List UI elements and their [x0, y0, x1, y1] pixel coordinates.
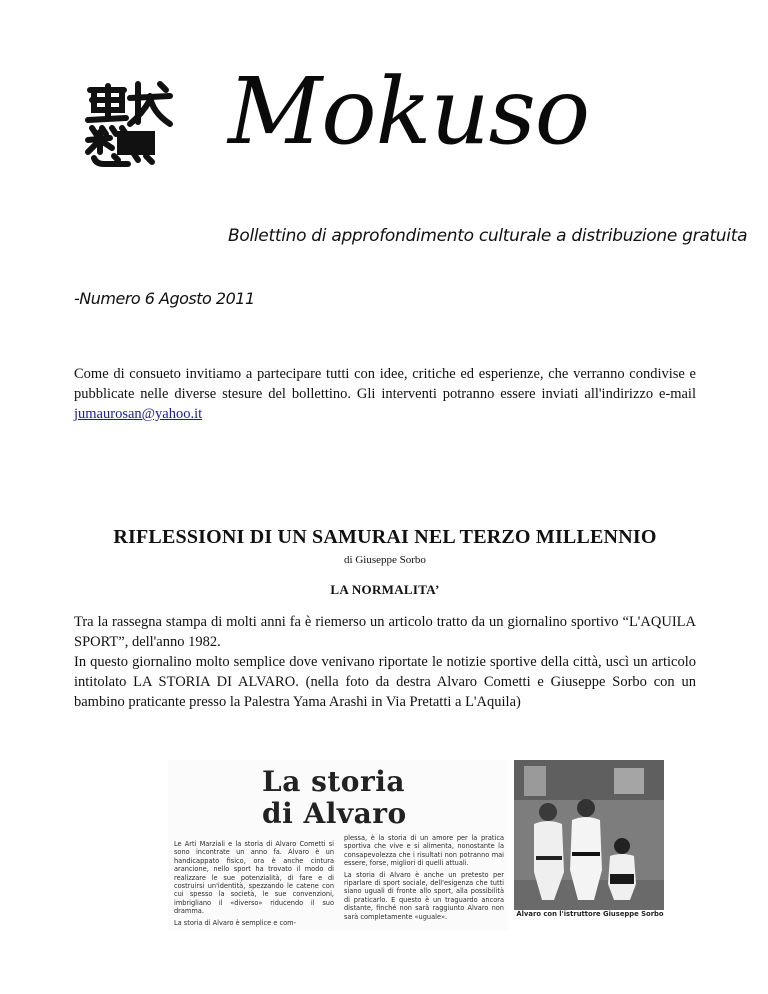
article-title: RIFLESSIONI DI UN SAMURAI NEL TERZO MILLENNIO	[113, 526, 657, 548]
byline: di Giuseppe Sorbo	[344, 554, 426, 566]
intro-paragraph	[74, 364, 696, 424]
issue-number-date: -Numero 6 Agosto 2011	[74, 289, 255, 308]
email-link[interactable]: jumaurosan@yahoo.it	[74, 406, 203, 422]
clipping-headline	[262, 766, 407, 830]
body-paragraph: Tra la rassegna stampa di molti anni fa è riemerso un articolo tratto da un giornalino sportivo “L'AQUILA SPORT”, dell'anno 1982.	[74, 614, 696, 650]
clipping-headline-line: di Alvaro	[262, 797, 407, 830]
body-paragraph: In questo giornalino molto semplice dove venivano riportate le notizie sportive della città, uscì un articolo intitolato LA STORIA DI ALVARO. (nella foto da destra Alvaro Cometti e Giuseppe Sorbo con un bambino praticante presso la Palestra Yama Arashi in Via Pretatti a L'Aquila)	[74, 654, 696, 710]
intro-text: Come di consueto invitiamo a partecipare tutti con idee, critiche ed esperienze, che verranno condivise e pubblicate nelle diverse stesure del bollettino. Gli interventi potranno essere inviati all'indirizzo e-mail	[74, 366, 696, 402]
kanji-mokuso-icon	[80, 78, 180, 168]
subtitle: Bollettino di approfondimento culturale a distribuzione gratuita	[228, 226, 748, 246]
clipping-headline-line: La storia	[262, 765, 405, 798]
clipping-text: La storia di Alvaro è anche un pretesto per riparlare di sport sociale, dell'esigenza che tutti siano uguali di fronte allo sport, alla possibilità di praticarlo. E questo è un traguardo ancora distante, finché non sarà raggiunto Alvaro non sarà completamente «uguale».	[344, 870, 504, 921]
photo-caption: Alvaro con l'istruttore Giuseppe Sorbo	[516, 910, 664, 918]
clipping-text: La storia di Alvaro è semplice e com-	[174, 918, 296, 927]
clipping-photo	[514, 760, 664, 910]
masthead-title: Mokuso	[228, 58, 590, 165]
article-body	[74, 612, 696, 712]
clipping-text: Le Arti Marziali e la storia di Alvaro Cometti si sono incontrate un anno fa. Alvaro è un handicappato fisico, ora è anche cintura arancione, nello sport ha trovato il modo di realizzare le sue potenzialità, di fare e di costruirsi un'identità, spezzando le catene con cui spesso la società, le sue convenzioni, imbrigliano il «diverso» riducendo il suo dramma.	[174, 840, 334, 916]
clipping-text: plessa, è la storia di un amore per la pratica sportiva che vive e si alimenta, nonostante la consapevolezza che i risultati non potranno mai essere, forse, migliori di quelli attuali.	[344, 834, 504, 868]
section-heading: LA NORMALITA’	[330, 582, 440, 597]
clipping-column	[344, 834, 504, 924]
clipping-column	[174, 840, 334, 930]
